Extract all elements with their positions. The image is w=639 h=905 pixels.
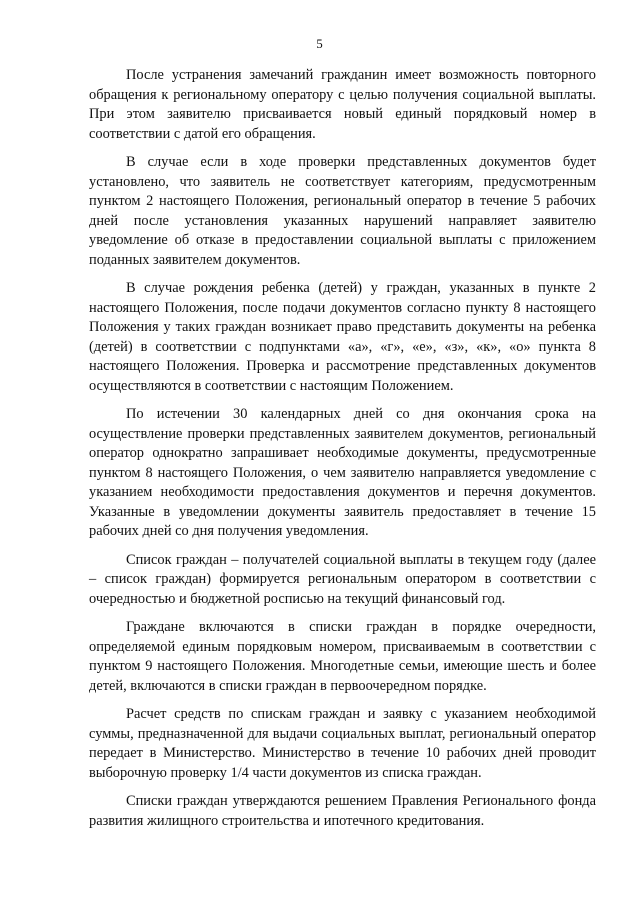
- paragraph-2: В случае если в ходе проверки представленных документов будет установлено, что заявитель не соответствует категориям, предусмотренным пунктом 2 настоящего Положения, региональный оператор в течение 5 рабочих дней после установления указанных нарушений направляет заявителю уведомление об отказе в предоставлении социальной выплаты с приложением поданных заявителем документов.: [89, 154, 596, 268]
- document-body: [89, 66, 596, 831]
- paragraph-4: По истечении 30 календарных дней со дня окончания срока на осуществление проверки представленных заявителем документов, региональный оператор однократно запрашивает необходимые документы, предусмотренные пунктом 8 настоящего Положения, о чем заявителю направляется уведомление с указанием необходимости предоставления документов и перечня документов. Указанные в уведомлении документы заявитель предоставляет в течение 15 рабочих дней со дня получения уведомления.: [89, 406, 596, 539]
- page-number: 5: [316, 36, 323, 51]
- paragraph-5: Список граждан – получателей социальной выплаты в текущем году (далее – список граждан) формируется региональным оператором в соответствии с очередностью и бюджетной росписью на текущий финансовый год.: [89, 551, 596, 607]
- paragraph-8: Списки граждан утверждаются решением Правления Регионального фонда развития жилищного строительства и ипотечного кредитования.: [89, 793, 596, 829]
- paragraph-7: Расчет средств по спискам граждан и заявку с указанием необходимой суммы, предназначенной для выдачи социальных выплат, региональный оператор передает в Министерство. Министерство в течение 10 рабочих дней проводит выборочную проверку 1/4 части документов из списка граждан.: [89, 706, 596, 781]
- paragraph-1: После устранения замечаний гражданин имеет возможность повторного обращения к региональному оператору с целью получения социальной выплаты. При этом заявителю присваивается новый единый порядковый номер в соответствии с датой его обращения.: [89, 67, 596, 142]
- paragraph-6: Граждане включаются в списки граждан в порядке очередности, определяемой единым порядковым номером, присваиваемым в соответствии с пунктом 9 настоящего Положения. Многодетные семьи, имеющие шесть и более детей, включаются в списки граждан в первоочередном порядке.: [89, 619, 596, 694]
- paragraph-3: В случае рождения ребенка (детей) у граждан, указанных в пункте 2 настоящего Положения, после подачи документов согласно пункту 8 настоящего Положения у таких граждан возникает право представить документы на ребенка (детей) в соответствии с подпунктами «а», «г», «е», «з», «к», «о» пункта 8 настоящего Положения. Проверка и рассмотрение представленных документов осуществляются в соответствии с настоящим Положением.: [89, 280, 596, 394]
